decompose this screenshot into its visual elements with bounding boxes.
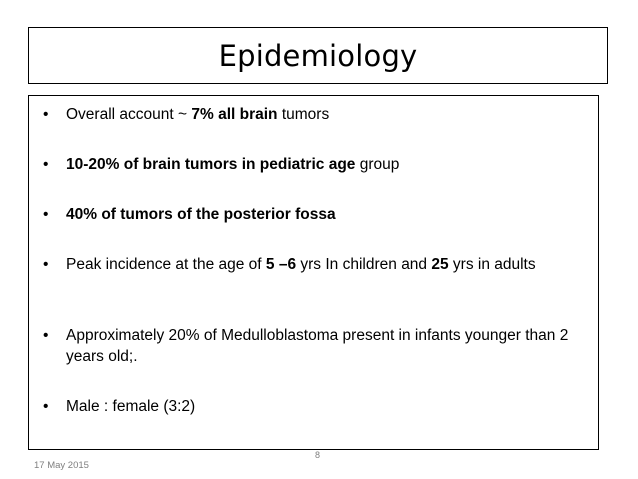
bullet-item	[43, 154, 583, 175]
bullet-run: yrs In children and	[296, 256, 432, 273]
slide-title: Epidemiology	[218, 38, 418, 73]
bullet-marker: •	[43, 206, 49, 223]
bullet-text	[66, 254, 536, 275]
bullet-bold-run: 40% of tumors of the posterior fossa	[66, 206, 336, 223]
bullet-marker: •	[43, 156, 49, 173]
bullet-text	[66, 154, 399, 175]
page-number: 8	[315, 450, 321, 460]
content-box	[28, 95, 599, 450]
bullet-bold-run: 5 –6	[265, 256, 297, 273]
bullet-run: group	[355, 156, 400, 173]
bullet-bold-run: 25	[431, 256, 449, 273]
footer-date: 17 May 2015	[34, 460, 89, 471]
bullet-bold-run: 7% all brain	[191, 106, 278, 123]
bullet-item	[43, 396, 583, 417]
bullet-item	[43, 325, 583, 367]
bullet-bold-run: 10-20% of brain tumors in pediatric age	[66, 156, 356, 173]
bullet-text	[66, 204, 336, 225]
bullet-run: yrs in adults	[448, 256, 536, 273]
bullet-marker: •	[43, 327, 49, 344]
bullet-item	[43, 104, 583, 125]
bullet-run: Approximately 20% of Medulloblastoma present in infants younger than 2 years old;.	[66, 327, 569, 365]
title-box	[28, 27, 608, 84]
bullet-run: tumors	[277, 106, 330, 123]
bullet-marker: •	[43, 256, 49, 273]
bullet-run: ~	[178, 106, 192, 123]
bullet-item	[43, 204, 583, 225]
bullet-item	[43, 254, 583, 275]
bullet-text	[66, 325, 583, 367]
bullet-marker: •	[43, 106, 49, 123]
bullet-run: Overall account	[66, 106, 178, 123]
bullet-marker: •	[43, 398, 49, 415]
bullet-run: Male : female (3:2)	[66, 398, 196, 415]
bullet-run: Peak incidence at the age of	[66, 256, 266, 273]
bullet-text	[66, 104, 329, 125]
bullet-text	[66, 396, 195, 417]
